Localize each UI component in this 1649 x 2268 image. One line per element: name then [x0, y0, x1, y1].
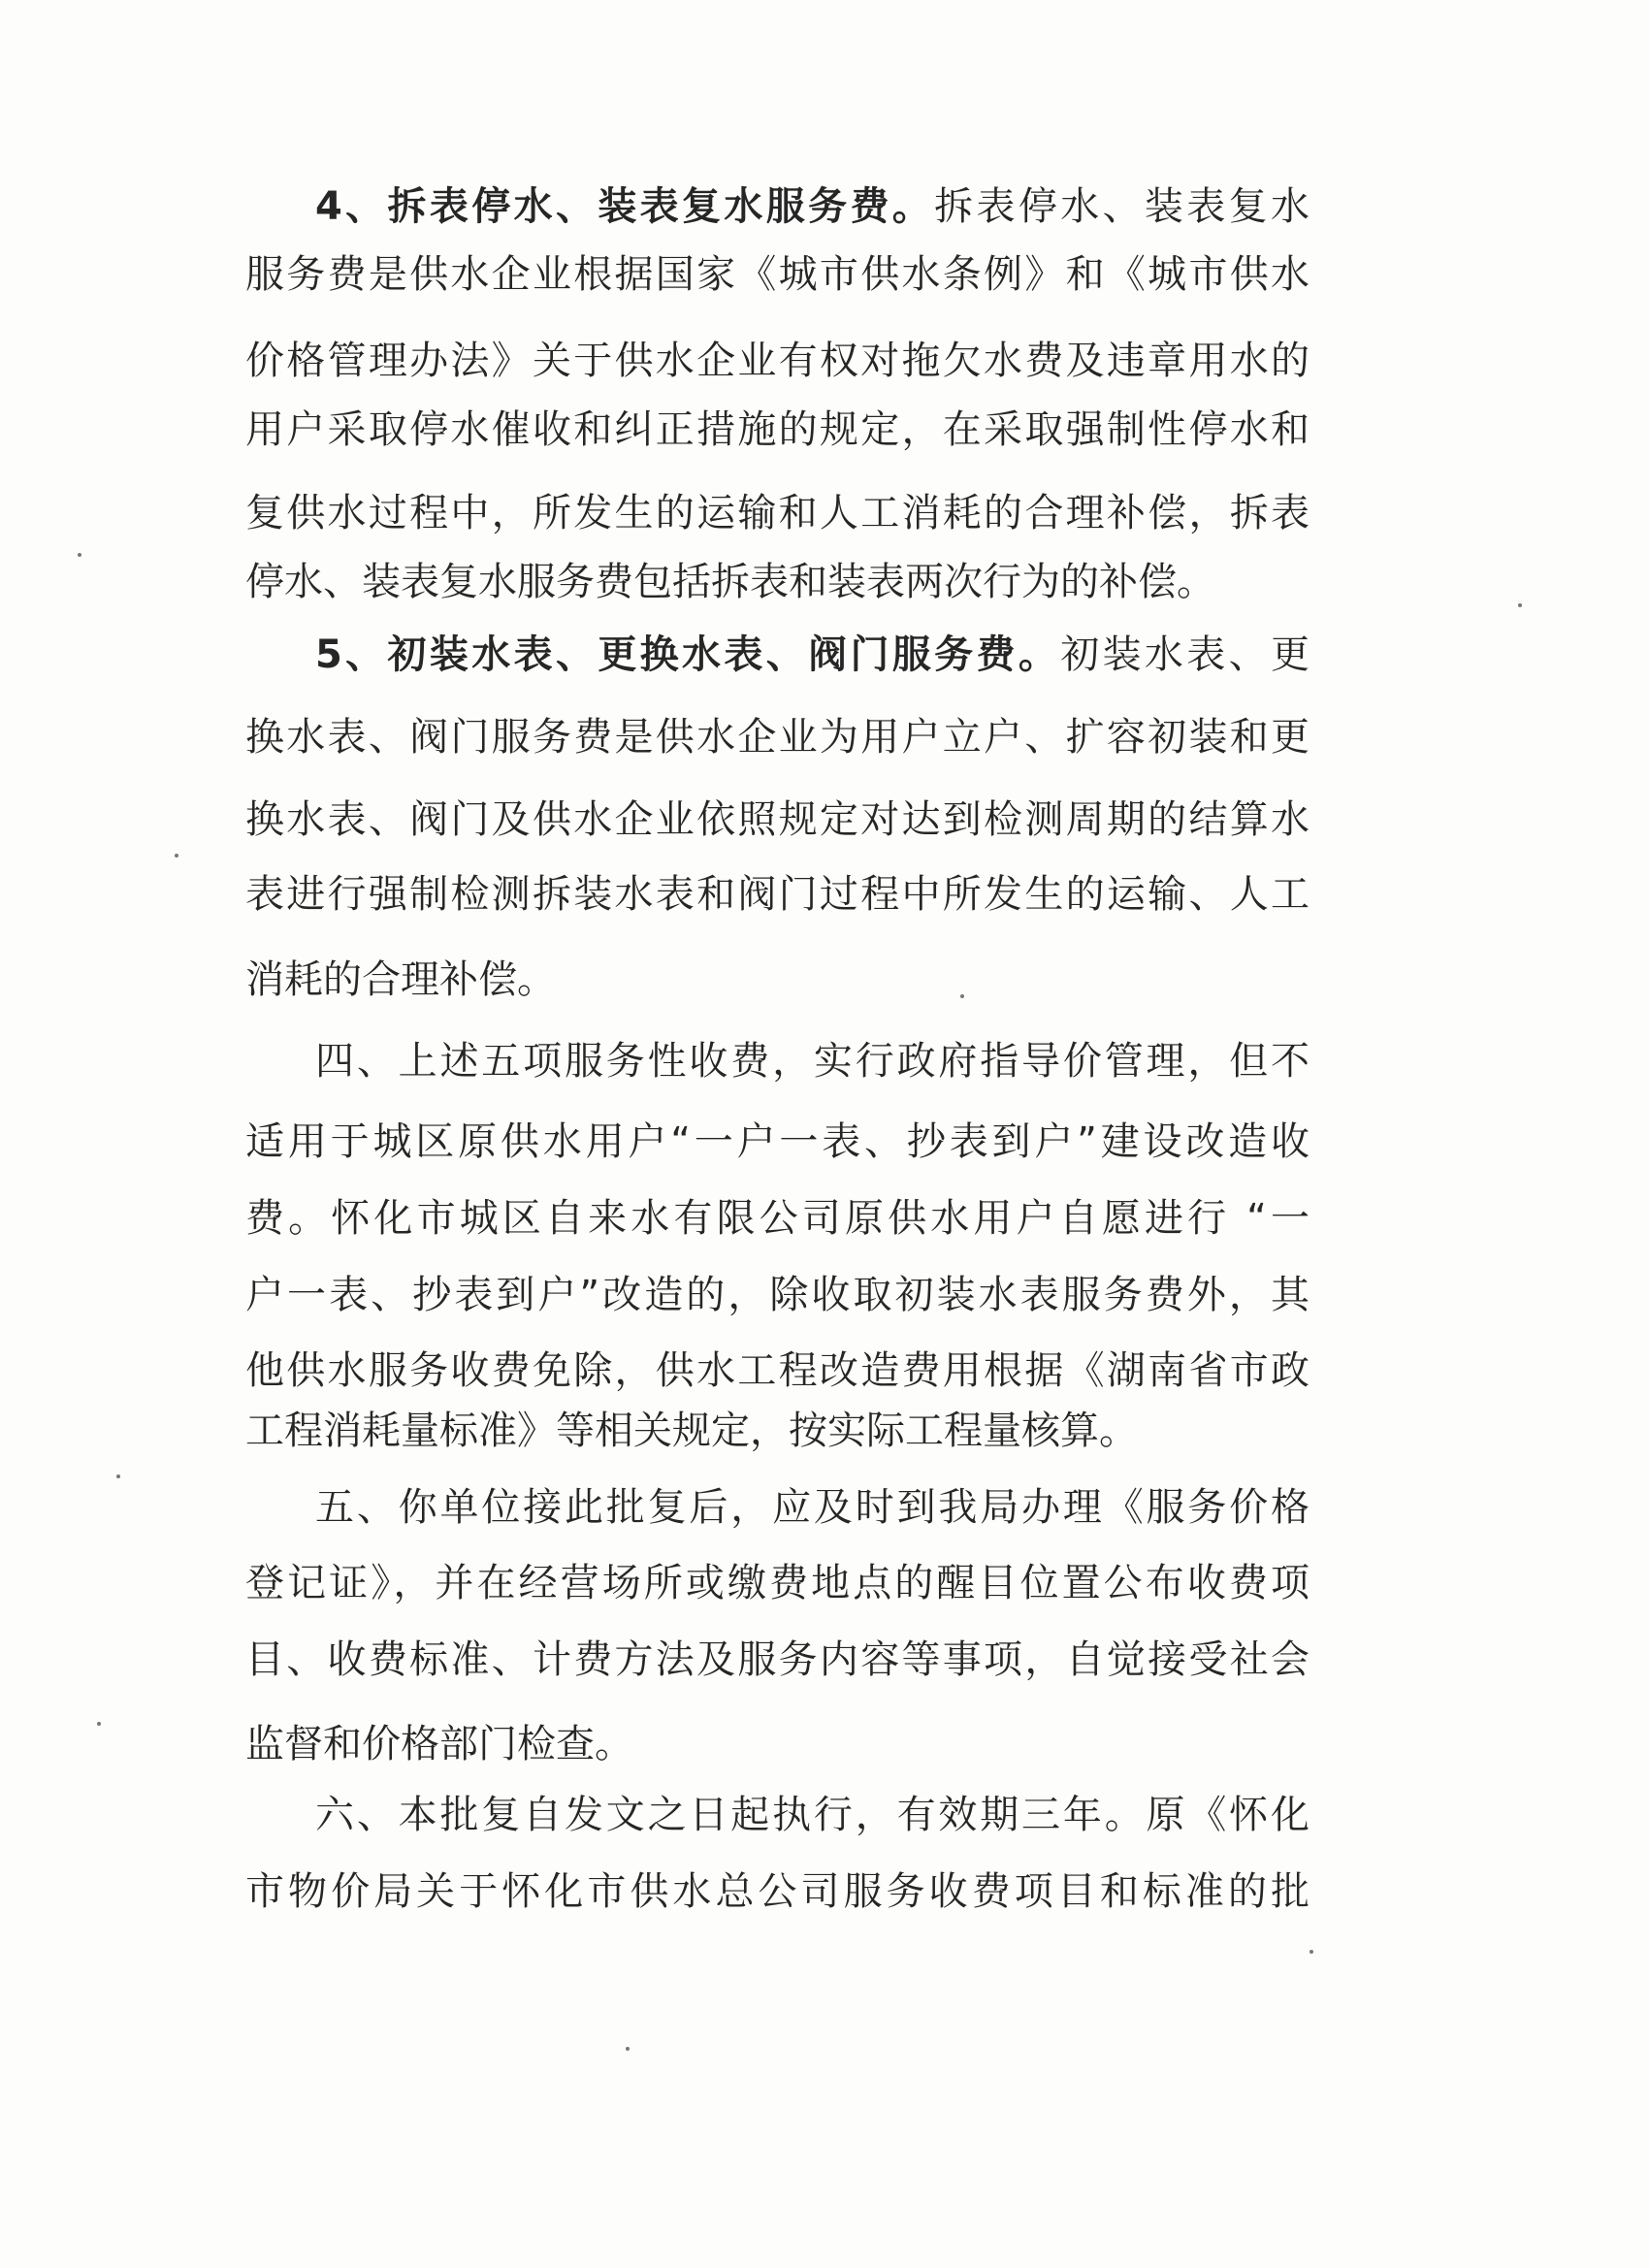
scan-speck: [175, 854, 178, 858]
paragraph-line: 用户采取停水催收和纠正措施的规定，在采取强制性停水和: [245, 407, 1310, 452]
paragraph-line: 消耗的合理补偿。: [245, 957, 556, 1002]
paragraph-line: 复供水过程中，所发生的运输和人工消耗的合理补偿，拆表: [245, 491, 1310, 535]
paragraph-line: 六、本批复自发文之日起执行，有效期三年。原《怀化: [315, 1793, 1310, 1837]
paragraph-line: 表进行强制检测拆装水表和阀门过程中所发生的运输、人工: [245, 872, 1310, 917]
paragraph-line: 适用于城区原供水用户“一户一表、抄表到户”建设改造收: [245, 1119, 1310, 1164]
paragraph-line: 价格管理办法》关于供水企业有权对拖欠水费及违章用水的: [245, 339, 1310, 383]
scan-speck: [1310, 1950, 1313, 1954]
paragraph-line: 换水表、阀门服务费是供水企业为用户立户、扩容初装和更: [245, 715, 1310, 760]
paragraph-line: [315, 621, 1310, 689]
scan-speck: [960, 994, 964, 998]
paragraph-line: 登记证》，并在经营场所或缴费地点的醒目位置公布收费项: [245, 1561, 1310, 1605]
paragraph-line: 五、你单位接此批复后，应及时到我局办理《服务价格: [315, 1485, 1310, 1530]
paragraph-line: 四、上述五项服务性收费，实行政府指导价管理，但不: [315, 1039, 1310, 1084]
paragraph-line: 工程消耗量标准》等相关规定，按实际工程量核算。: [245, 1409, 1138, 1453]
scan-speck: [78, 553, 81, 557]
paragraph-text: 拆表停水、装表复水: [934, 184, 1310, 229]
paragraph-line: 停水、装表复水服务费包括拆表和装表两次行为的补偿。: [245, 560, 1215, 604]
item-heading: 4、拆表停水、装表复水服务费。: [315, 184, 935, 229]
scan-speck: [97, 1722, 101, 1726]
paragraph-line: 目、收费标准、计费方法及服务内容等事项，自觉接受社会: [245, 1637, 1310, 1682]
scan-speck: [116, 1474, 120, 1478]
paragraph-line: 他供水服务收费免除，供水工程改造费用根据《湖南省市政: [245, 1348, 1310, 1393]
paragraph-line: 费。怀化市城区自来水有限公司原供水用户自愿进行 “一: [245, 1196, 1310, 1241]
paragraph-line: 服务费是供水企业根据国家《城市供水条例》和《城市供水: [245, 252, 1310, 297]
paragraph-line: 换水表、阀门及供水企业依照规定对达到检测周期的结算水: [245, 797, 1310, 842]
paragraph-text: 初装水表、更: [1060, 632, 1310, 677]
paragraph-line: 监督和价格部门检查。: [245, 1722, 633, 1766]
scan-speck: [1518, 603, 1522, 607]
paragraph-line: 户一表、抄表到户”改造的，除收取初装水表服务费外，其: [245, 1273, 1310, 1317]
paragraph-line: 市物价局关于怀化市供水总公司服务收费项目和标准的批: [245, 1869, 1310, 1914]
item-heading: 5、初装水表、更换水表、阀门服务费。: [315, 632, 1061, 677]
scan-speck: [626, 2047, 630, 2051]
paragraph-line: [315, 173, 1310, 241]
